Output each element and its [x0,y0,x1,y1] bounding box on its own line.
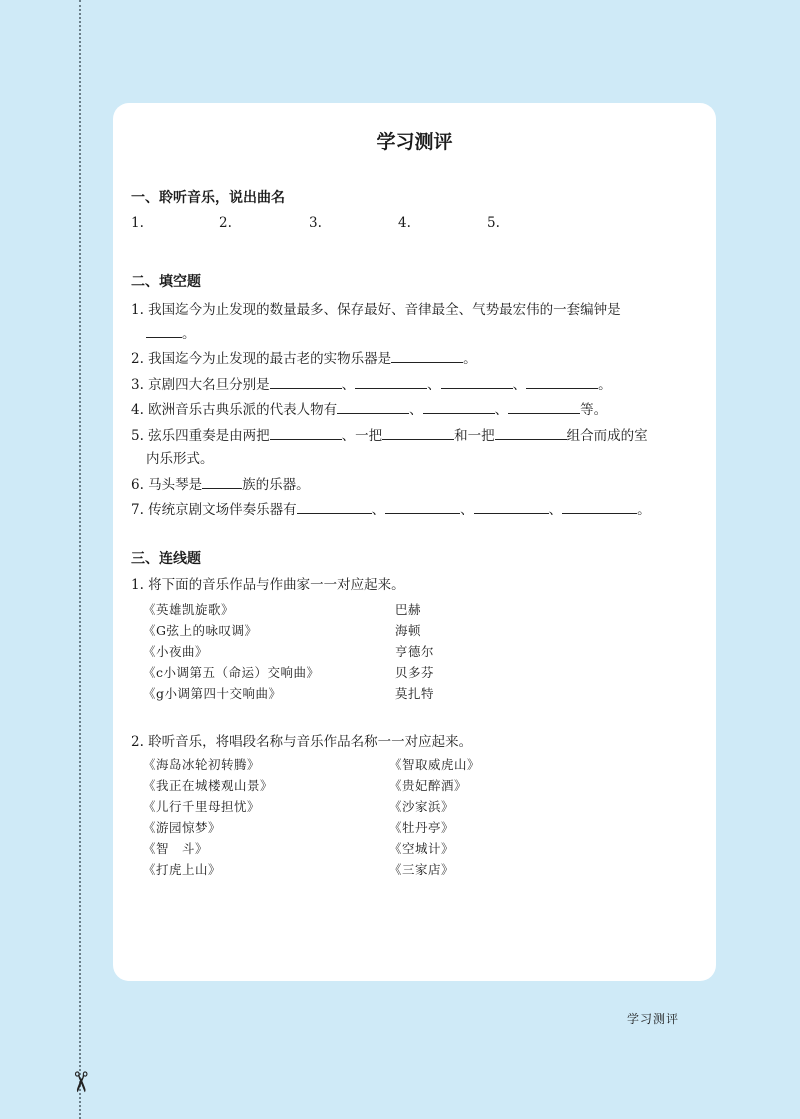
question-2-6 [131,473,310,493]
opera-item[interactable]: 《空城计》 [389,841,455,856]
answer-blank[interactable] [202,474,242,489]
question-2-4 [131,398,607,418]
question-2-3 [131,373,612,393]
work-item[interactable]: 《英雄凯旋歌》 [143,602,235,617]
composer-item[interactable]: 莫扎特 [395,686,435,701]
cut-line [79,0,81,1119]
opera-item[interactable]: 《沙家浜》 [389,799,455,814]
composer-item[interactable]: 巴赫 [395,602,422,617]
question-text: 5. 弦乐四重奏是由两把 [131,428,270,444]
separator: 、 [409,402,423,418]
answer-blank[interactable] [270,374,342,389]
answer-blank[interactable] [441,374,513,389]
section3-heading: 三、连线题 [131,551,201,567]
scissors-icon: ✂ [64,1070,97,1094]
question-text: 7. 传统京剧文场伴奏乐器有 [131,502,297,518]
work-item[interactable]: 《G弦上的咏叹调》 [143,623,258,638]
question-text: 内乐形式。 [146,451,214,467]
answer-blank[interactable] [297,499,372,514]
aria-item[interactable]: 《海岛冰轮初转腾》 [143,757,261,772]
question-2-5-cont [146,447,214,467]
question-2-7 [131,498,651,518]
answer-blank[interactable] [423,399,495,414]
end-mark: 。 [637,502,651,518]
separator: 、 [460,502,474,518]
opera-item[interactable]: 《三家店》 [389,862,455,877]
question-text: 2. 我国迄今为止发现的最古老的实物乐器是 [131,351,392,367]
answer-blank[interactable] [146,323,182,338]
aria-item[interactable]: 《智 斗》 [143,841,209,856]
answer-number-5: 5. [487,215,500,231]
section1-heading: 一、聆听音乐，说出曲名 [131,190,285,206]
work-item[interactable]: 《g小调第四十交响曲》 [143,686,282,701]
question-3-1: 1. 将下面的音乐作品与作曲家一一对应起来。 [131,577,405,593]
answer-blank[interactable] [270,425,342,440]
answer-blank[interactable] [508,399,580,414]
question-text: 、一把 [341,428,383,444]
question-3-2: 2. 聆听音乐，将唱段名称与音乐作品名称一一对应起来。 [131,734,473,750]
answer-blank[interactable] [526,374,598,389]
separator: 、 [427,377,441,393]
page-footer: 学习测评 [627,1012,680,1026]
separator: 、 [494,402,509,418]
opera-item[interactable]: 《贵妃醉酒》 [389,778,468,793]
answer-blank[interactable] [391,348,463,363]
question-text: 1. 我国迄今为止发现的数量最多、保存最好、音律最全、气势最宏伟的一套编钟是 [131,302,621,318]
opera-item[interactable]: 《智取威虎山》 [389,757,481,772]
opera-item[interactable]: 《牡丹亭》 [389,820,455,835]
question-2-2 [131,347,477,367]
question-2-1-cont [146,322,196,342]
question-2-1 [131,298,621,318]
answer-blank[interactable] [355,374,427,389]
question-text: 族的乐器。 [242,477,310,493]
aria-item[interactable]: 《我正在城楼观山景》 [143,778,274,793]
answer-blank[interactable] [474,499,549,514]
composer-item[interactable]: 亨德尔 [395,644,435,659]
question-text: 。 [463,351,477,367]
end-mark: 。 [598,377,612,393]
page-title: 学习测评 [376,131,453,153]
separator: 、 [371,502,386,518]
worksheet-card [113,103,716,981]
question-text: 等。 [580,402,608,418]
separator: 、 [512,377,527,393]
section2-heading: 二、填空题 [131,274,201,290]
question-text: 。 [182,326,196,342]
answer-number-3: 3. [309,215,322,231]
work-item[interactable]: 《小夜曲》 [143,644,209,659]
separator: 、 [548,502,563,518]
work-item[interactable]: 《c小调第五（命运）交响曲》 [143,665,320,680]
separator: 、 [341,377,356,393]
composer-item[interactable]: 贝多芬 [395,665,435,680]
question-text: 和一把 [454,428,495,444]
aria-item[interactable]: 《儿行千里母担忧》 [143,799,261,814]
answer-blank[interactable] [495,425,567,440]
question-text: 6. 马头琴是 [131,477,203,493]
aria-item[interactable]: 《打虎上山》 [143,862,222,877]
question-2-5 [131,424,648,444]
answer-blank[interactable] [385,499,460,514]
answer-blank[interactable] [382,425,454,440]
question-text: 组合而成的室 [566,428,648,444]
question-text: 4. 欧洲音乐古典乐派的代表人物有 [131,402,338,418]
composer-item[interactable]: 海顿 [395,623,422,638]
answer-number-1: 1. [131,215,144,231]
answer-number-4: 4. [398,215,411,231]
answer-number-2: 2. [219,215,232,231]
aria-item[interactable]: 《游园惊梦》 [143,820,222,835]
question-text: 3. 京剧四大名旦分别是 [131,377,270,393]
answer-blank[interactable] [562,499,637,514]
answer-blank[interactable] [337,399,409,414]
